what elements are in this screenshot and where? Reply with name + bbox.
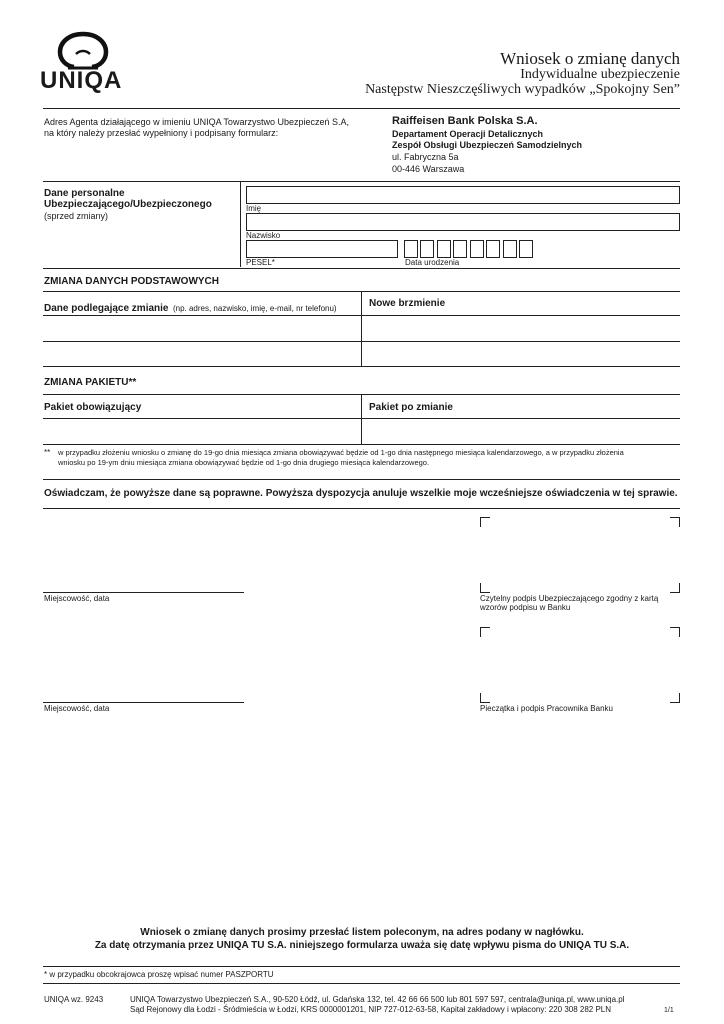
declaration-bottom-line [43, 508, 680, 509]
signature-1-corner-br [670, 583, 680, 593]
uniqa-logo [38, 30, 128, 94]
bank-department-1: Departament Operacji Detalicznych [392, 129, 544, 139]
signature-2-label: Pieczątka i podpis Pracownika Banku [480, 704, 613, 713]
basic-change-col1-header [44, 298, 337, 316]
basic-change-old-value-2[interactable] [44, 342, 360, 365]
birth-date-digit-4[interactable] [453, 240, 467, 258]
basic-change-old-value-1[interactable] [44, 316, 360, 340]
first-name-field[interactable] [246, 186, 680, 204]
agent-text-1: Adres Agenta działającego w imieniu UNIQA Towarzystwo Ubezpieczeń S.A, [44, 117, 349, 127]
last-name-label: Nazwisko [246, 231, 281, 240]
agent-divider [43, 181, 680, 182]
footnote-1-top-line [43, 966, 680, 967]
basic-change-new-value-2[interactable] [362, 342, 680, 365]
personal-heading-2: Ubezpieczającego/Ubezpieczonego [44, 199, 212, 210]
footer-top-line [43, 983, 680, 984]
signature-1-label-2: wzorów podpisu w Banku [480, 603, 571, 612]
birth-date-digit-1[interactable] [404, 240, 418, 258]
bank-street: ul. Fabryczna 5a [392, 152, 459, 162]
company-info-line-2: Sąd Rejonowy dla Łodzi - Śródmieścia w Łodzi, KRS 0000001201, NIP 727-012-63-58, Kapitał zakładowy i wpłacony: 220 308 282 PLN [130, 1005, 612, 1014]
package-new-field[interactable] [362, 419, 680, 443]
basic-change-new-value-1[interactable] [362, 316, 680, 340]
footnote-2-mark: ** [44, 448, 51, 457]
package-change-col1-header: Pakiet obowiązujący [44, 402, 142, 413]
birth-date-digit-3[interactable] [437, 240, 451, 258]
package-change-row-line-2 [43, 444, 680, 445]
place-date-label-1: Miejscowość, data [44, 594, 110, 603]
personal-vertical-divider [240, 182, 241, 267]
birth-date-digit-8[interactable] [519, 240, 533, 258]
birth-date-digit-5[interactable] [470, 240, 484, 258]
signature-2-corner-tr [670, 627, 680, 637]
agent-text-2: na który należy przesłać wypełniony i podpisany formularz: [44, 128, 279, 138]
form-subtitle-1: Indywidualne ubezpieczenie [520, 67, 680, 82]
package-current-field[interactable] [44, 419, 360, 443]
personal-heading-3: (sprzed zmiany) [44, 211, 109, 221]
last-name-field[interactable] [246, 213, 680, 231]
first-name-label: Imię [246, 204, 262, 213]
place-date-line-2 [43, 702, 244, 703]
package-change-col2-header: Pakiet po zmianie [369, 402, 453, 413]
signature-1-corner-tl [480, 517, 490, 527]
form-title: Wniosek o zmianę danych [500, 49, 680, 68]
place-date-line-1 [43, 592, 244, 593]
personal-heading-1: Dane personalne [44, 188, 125, 199]
signature-1-label-1: Czytelny podpis Ubezpieczającego zgodny z kartą [480, 594, 659, 603]
place-date-field-2[interactable] [44, 632, 244, 702]
declaration-text: Oświadczam, że powyższe dane są poprawne. Powyższa dyspozycja anuluje wszelkie moje wcześniejsze oświadczenia w tej sprawie. [44, 488, 678, 499]
basic-change-col1-hint: (np. adres, nazwisko, imię, e-mail, nr telefonu) [172, 304, 337, 313]
header-divider [43, 108, 680, 109]
basic-change-col1-label: Dane podlegające zmianie [44, 303, 169, 314]
form-subtitle-2: Następstw Nieszczęśliwych wypadków „Spokojny Sen” [365, 82, 680, 97]
pesel-label: PESEL* [246, 258, 275, 267]
footnote-2-line-2: wniosku po 19-ym dniu miesiąca zmiana obowiązywać będzie od 1-go dnia drugiego miesiąca kalendarzowego. [58, 458, 430, 467]
bank-city: 00-446 Warszawa [392, 164, 465, 174]
declaration-top-line [43, 479, 680, 480]
page-number: 1/1 [664, 1007, 674, 1014]
signature-1-corner-tr [670, 517, 680, 527]
footnote-1: * w przypadku obcokrajowca proszę wpisać numer PASZPORTU [44, 970, 274, 979]
signature-1-corner-bl [480, 583, 490, 593]
footnote-2-line-1: w przypadku złożeniu wniosku o zmianę do 19-go dnia miesiąca zmiana obowiązywać będzie od 1-go dnia następnego miesiąca kalendarzowego, a w przypadku złożenia [58, 448, 624, 457]
signature-2-corner-tl [480, 627, 490, 637]
place-date-field-1[interactable] [44, 520, 244, 592]
birth-date-digit-6[interactable] [486, 240, 500, 258]
signature-2-corner-br [670, 693, 680, 703]
pesel-field[interactable] [246, 240, 398, 258]
birth-date-digit-2[interactable] [420, 240, 434, 258]
instructions-line-1: Wniosek o zmianę danych prosimy przesłać listem poleconym, na adres podany w nagłówku. [140, 927, 584, 938]
form-code: UNIQA wz. 9243 [44, 995, 104, 1004]
basic-change-col2-header: Nowe brzmienie [369, 298, 446, 309]
signature-field-2[interactable] [480, 627, 680, 703]
birth-date-label: Data urodzenia [405, 258, 460, 267]
basic-change-row-line-3 [43, 366, 680, 367]
birth-date-digit-7[interactable] [503, 240, 517, 258]
signature-2-corner-bl [480, 693, 490, 703]
signature-field-1[interactable] [480, 517, 680, 593]
personal-divider [43, 268, 680, 269]
uniqa-q-logo-icon [38, 30, 128, 70]
company-info-line-1: UNIQA Towarzystwo Ubezpieczeń S.A., 90-520 Łódź, ul. Gdańska 132, tel. 42 66 66 500 lub 801 597 597, centrala@uniqa.pl, www.uniqa.pl [130, 995, 625, 1004]
basic-change-title: ZMIANA DANYCH PODSTAWOWYCH [44, 276, 219, 287]
instructions-line-2: Za datę otrzymania przez UNIQA TU S.A. niniejszego formularza uważa się datę wpływu pisma do UNIQA TU S.A. [94, 940, 630, 951]
bank-department-2: Zespół Obsługi Ubezpieczeń Samodzielnych [392, 140, 583, 150]
brand-name: UNIQA [40, 67, 123, 94]
bank-name: Raiffeisen Bank Polska S.A. [392, 115, 538, 127]
package-change-title: ZMIANA PAKIETU** [44, 377, 137, 388]
place-date-label-2: Miejscowość, data [44, 704, 110, 713]
